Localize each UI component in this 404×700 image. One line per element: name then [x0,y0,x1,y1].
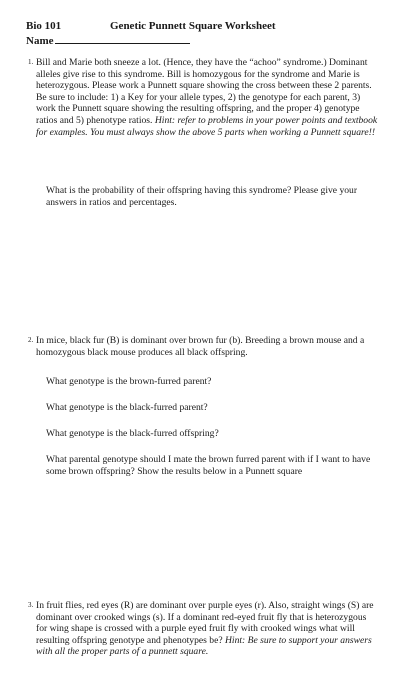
question-2 [28,335,378,358]
question-1-body [36,57,378,138]
course-label: Bio 101 [26,20,62,32]
question-3-hint: Hint: Be sure to support your answers with all the proper parts of a punnett square. [36,634,372,658]
question-1-text [36,57,378,138]
question-2-part-a: What genotype is the brown-furred parent? [46,376,212,387]
question-3-body [36,600,378,658]
question-2-part-b: What genotype is the black-furred parent? [46,402,208,413]
name-blank-line [55,33,190,44]
question-1-number: 1. [28,58,34,66]
question-1-ask: What is the probability of their offspring having this syndrome? Please give your answers in ratios and percentages. [46,185,358,208]
question-1-hint: Hint: refer to problems in your power points and textbook for examples. You must always show the above 5 parts when working a Punnett square!! [36,114,378,138]
name-label: Name [26,35,54,47]
question-2-part-c: What genotype is the black-furred offspring? [46,428,219,439]
question-1-prompt: Bill and Marie both sneeze a lot. (Hence, they have the “achoo” syndrome.) Dominant alleles give rise to this syndrome. Bill is homozygous for the syndrome and Marie is heterozygous. Please work a Punnett square showing the cross between these 2 parents. Be sure to include: 1) a Key for your allele types, 2) the genotype for each parent, 3) work the Punnett square showing the resulting offspring, and the proper 4) genotype ratios and 5) phenotype ratios. [36,57,372,126]
question-3 [28,600,378,658]
question-1 [28,57,378,138]
question-3-prompt: In fruit flies, red eyes (R) are dominant over purple eyes (r). Also, straight wings (S) are dominant over crooked wings (s). If a dominant red-eyed fruit fly that is heterozygous for wing shape is crossed with a purple eyed fruit fly with crooked wings what will resulting offspring genotype and phenotypes be? [36,600,374,646]
question-2-body [36,335,378,358]
page-title: Genetic Punnett Square Worksheet [110,20,276,32]
question-3-text [36,600,378,658]
question-2-part-d: What parental genotype should I mate the brown furred parent with if I want to have some brown offspring? Show the results below in a Punnett square [46,454,371,477]
name-row [26,33,190,48]
question-3-number: 3. [28,601,34,609]
question-2-number: 2. [28,336,34,344]
question-2-text: In mice, black fur (B) is dominant over brown fur (b). Breeding a brown mouse and a homozygous black mouse produces all black offspring. [36,335,365,358]
